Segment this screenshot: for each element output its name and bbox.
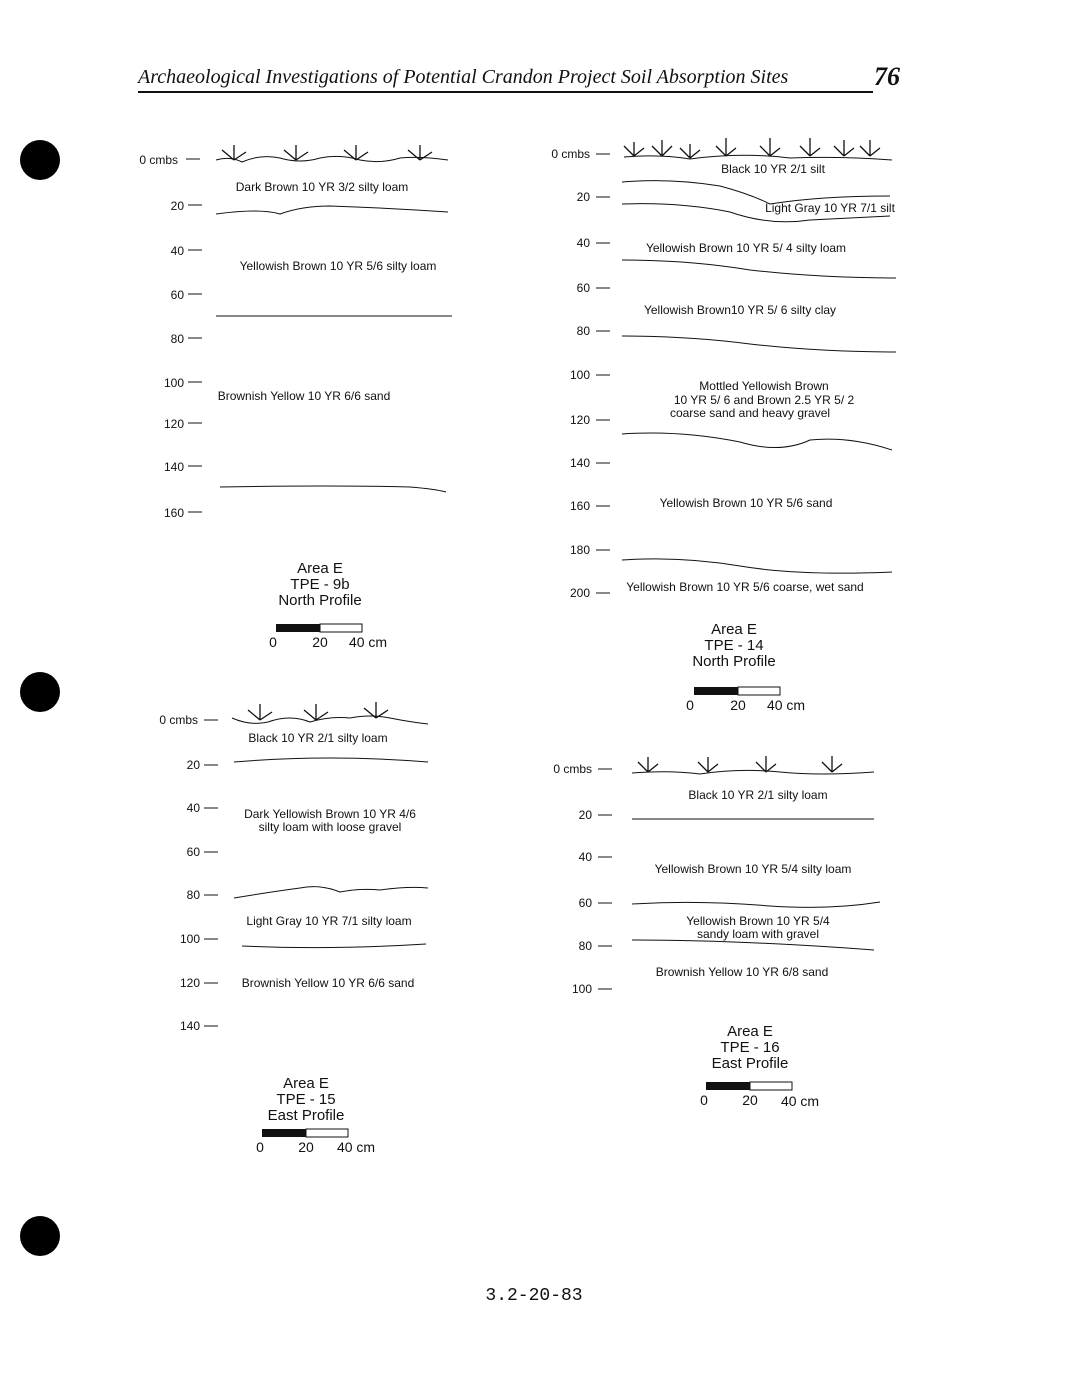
profile-tpe-9b [130,130,470,650]
depth-label: 40 [170,244,184,258]
profile-tpe-16 [540,742,900,1112]
scale-label: 20 [730,697,746,713]
depth-label: 160 [569,499,590,513]
horizon-label: Yellowish Brown 10 YR 5/4 [686,914,830,928]
horizon-label: Yellowish Brown 10 YR 5/4 silty loam [654,862,852,876]
horizon-label: Black 10 YR 2/1 silty loam [688,788,828,802]
grass-symbol [222,145,246,160]
horizon-label: Yellowish Brown 10 YR 5/6 sand [659,496,833,510]
depth-label: 100 [571,982,592,996]
soil-profile-diagram [540,742,900,1112]
depth-label: 140 [569,456,590,470]
grass-symbol [716,138,736,156]
grass-symbol [652,140,672,156]
scale-label: 40 cm [766,697,806,713]
grass-symbol [248,704,272,720]
horizon-boundary [216,206,448,214]
profile-caption-area: Area E [711,621,757,638]
depth-label: 0 cmbs [551,147,590,161]
binder-hole-middle [20,672,60,712]
depth-label: 100 [569,368,590,382]
horizon-label: sandy loam with gravel [696,927,820,941]
horizon-label: 10 YR 5/ 6 and Brown 2.5 YR 5/ 2 [673,393,855,407]
grass-symbol [624,142,644,156]
horizon-boundary [234,758,428,762]
ground-surface [624,155,892,160]
horizon-label: Brownish Yellow 10 YR 6/6 sand [241,976,415,990]
grass-symbol [860,140,880,156]
horizon-label: Brownish Yellow 10 YR 6/8 sand [655,965,829,979]
horizon-label: Mottled Yellowish Brown [699,379,829,393]
depth-label: 20 [170,199,184,213]
horizon-boundary [632,902,880,907]
scale-bar-black [694,687,738,695]
profile-caption-area: Area E [283,1075,329,1092]
horizon-label: silty loam with loose gravel [258,820,402,834]
horizon-label: Yellowish Brown 10 YR 5/6 silty loam [239,259,437,273]
horizon-label: Brownish Yellow 10 YR 6/6 sand [217,389,391,403]
scale-label: 0 [700,1092,708,1108]
horizon-boundary [622,336,896,352]
depth-label: 80 [186,888,200,902]
depth-label: 180 [569,543,590,557]
depth-label: 100 [179,932,200,946]
depth-label: 120 [569,413,590,427]
scale-bar-black [276,624,320,632]
depth-label: 120 [179,976,200,990]
binder-hole-bottom [20,1216,60,1256]
depth-label: 140 [163,460,184,474]
soil-profile-diagram [540,124,910,724]
document-id: 3.2-20-83 [485,1286,583,1306]
horizon-boundary [632,940,874,950]
profile-caption-id: TPE - 15 [276,1091,336,1108]
scale-label: 0 [256,1139,264,1155]
scale-label: 40 cm [348,634,388,650]
scale-label: 20 [742,1092,758,1108]
depth-label: 40 [578,850,592,864]
grass-symbol [680,144,700,158]
horizon-label: Yellowish Brown 10 YR 5/ 4 silty loam [645,241,847,255]
horizon-label: Dark Brown 10 YR 3/2 silty loam [235,180,409,194]
scale-label: 0 [269,634,277,650]
depth-label: 40 [576,236,590,250]
grass-symbol [760,138,780,156]
scale-bar-white [738,687,780,695]
depth-label: 20 [576,190,590,204]
horizon-label: Dark Yellowish Brown 10 YR 4/6 [244,807,416,821]
profile-caption-orientation: East Profile [711,1055,789,1072]
grass-symbol [698,757,718,772]
depth-label: 80 [576,324,590,338]
scale-bar-white [750,1082,792,1090]
binder-hole-top [20,140,60,180]
profile-caption-orientation: North Profile [692,653,776,670]
grass-symbol [822,756,842,772]
profile-tpe-15 [150,692,450,1162]
depth-label: 140 [179,1019,200,1033]
horizon-label: Light Gray 10 YR 7/1 silt [765,201,895,215]
horizon-label: coarse sand and heavy gravel [669,406,831,420]
scale-label: 40 cm [780,1093,820,1109]
scale-bar-white [320,624,362,632]
depth-label: 60 [578,896,592,910]
horizon-label: Black 10 YR 2/1 silty loam [248,731,388,745]
profile-caption-orientation: North Profile [278,592,362,609]
depth-label: 60 [186,845,200,859]
horizon-boundary [622,433,892,450]
scale-bar-white [306,1129,348,1137]
profile-caption-id: TPE - 9b [290,576,350,593]
depth-label: 100 [163,376,184,390]
profile-caption-id: TPE - 14 [704,637,764,654]
grass-symbol [304,704,328,720]
grass-symbol [756,756,776,772]
depth-label: 0 cmbs [553,762,592,776]
depth-label: 120 [163,417,184,431]
profile-caption-id: TPE - 16 [720,1039,780,1056]
profile-caption-area: Area E [727,1023,773,1040]
scale-label: 20 [298,1139,314,1155]
horizon-boundary [242,944,426,948]
depth-label: 20 [578,808,592,822]
grass-symbol [834,140,854,156]
depth-label: 200 [569,586,590,600]
horizon-label: Yellowish Brown 10 YR 5/6 coarse, wet sand [626,580,864,594]
grass-symbol [344,145,368,160]
running-head: Archaeological Investigations of Potential Crandon Project Soil Absorption Sites [138,66,873,93]
ground-surface [216,156,448,162]
profile-caption-area: Area E [297,560,343,577]
scale-label: 0 [686,697,694,713]
depth-label: 160 [163,506,184,520]
scale-bar-black [706,1082,750,1090]
profile-tpe-14 [540,124,910,724]
grass-symbol [638,757,658,772]
horizon-boundary [622,559,892,573]
depth-label: 20 [186,758,200,772]
profile-caption-orientation: East Profile [267,1107,345,1124]
horizon-label: Black 10 YR 2/1 silt [721,162,825,176]
depth-label: 0 cmbs [159,713,198,727]
grass-symbol [284,145,308,160]
depth-label: 60 [576,281,590,295]
depth-label: 60 [170,288,184,302]
ground-surface [232,716,428,724]
scale-label: 20 [312,634,328,650]
horizon-label: Light Gray 10 YR 7/1 silty loam [246,914,412,928]
depth-label: 80 [578,939,592,953]
depth-label: 40 [186,801,200,815]
soil-profile-diagram [130,130,470,650]
page-number: 76 [874,62,900,91]
horizon-boundary [622,260,896,278]
grass-symbol [800,138,820,156]
soil-profile-diagram [150,692,450,1162]
scale-label: 40 cm [336,1139,376,1155]
depth-label: 80 [170,332,184,346]
ground-surface [632,770,874,774]
horizon-label: Yellowish Brown10 YR 5/ 6 silty clay [643,303,837,317]
scale-bar-black [262,1129,306,1137]
horizon-boundary [220,486,446,492]
depth-label: 0 cmbs [139,153,178,167]
horizon-boundary [234,887,428,898]
